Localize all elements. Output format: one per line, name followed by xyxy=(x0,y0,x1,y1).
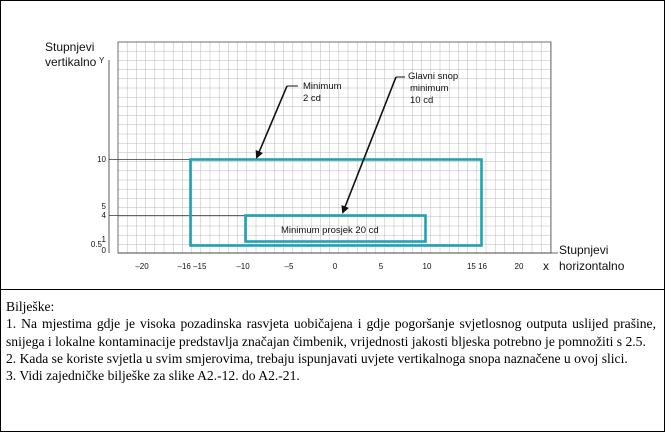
y-tick-label: 0.5 xyxy=(90,240,102,249)
grid xyxy=(109,42,558,253)
note-2: 2. Kada se koriste svjetla u svim smjerovima, trebaju ispunjavati uvjete vertikalnoga snopa naznačene u ovoj slici. xyxy=(6,350,628,366)
note-3: 3. Vidi zajedničke bilješke za slike A2.-12. do A2.-21. xyxy=(6,368,300,384)
x-axis-title-line2: horizontalno xyxy=(559,259,625,273)
x-tick-label: 0 xyxy=(332,262,338,271)
x-tick-label: –5 xyxy=(284,262,294,271)
y-axis-title-line2: vertikalno xyxy=(45,55,97,69)
notes-heading: Bilješke: xyxy=(6,299,55,314)
outer-box-arrow xyxy=(257,86,287,157)
main-beam-label-line2: minimum xyxy=(410,83,449,94)
y-tick-label: 10 xyxy=(97,155,106,164)
y-axis-letter: Y xyxy=(99,56,105,65)
outer-box-label-line1: Minimum xyxy=(303,81,342,92)
x-tick-label: –20 xyxy=(135,262,149,271)
y-axis-title-line1: Stupnjevi xyxy=(45,40,95,54)
outer-box-label-line2: 2 cd xyxy=(303,93,321,104)
y-tick-label: 4 xyxy=(101,211,106,220)
y-tick-label: 5 xyxy=(101,202,106,211)
notes xyxy=(6,298,656,384)
note-1: 1. Na mjestima gdje je visoka pozadinska rasvjeta uobičajena i gdje pogoršanje svjetlosnog outputa uslijed prašine, snijega i lokalne kontaminacije predstavlja značajan čimbenik, vrijednosti jakosti bljeska potrebno je pomnožiti s 2.5. xyxy=(6,316,656,349)
x-tick-label: –16 –15 xyxy=(177,262,207,271)
y-tick-label: 1 xyxy=(101,235,106,244)
main-beam-label-line3: 10 cd xyxy=(410,95,434,106)
x-tick-label: –10 xyxy=(236,262,250,271)
x-axis-title-line1: Stupnjevi xyxy=(559,243,609,257)
x-tick-label: 5 xyxy=(378,262,384,271)
main-beam-label-line1: Glavni snop xyxy=(408,71,459,82)
x-tick-label: 15 16 xyxy=(466,262,488,271)
x-tick-label: 20 xyxy=(514,262,524,271)
x-tick-label: 10 xyxy=(422,262,432,271)
y-tick-label: 0 xyxy=(101,246,106,255)
inner-box-label: Minimum prosjek 20 cd xyxy=(281,225,379,236)
x-axis-letter: x xyxy=(543,259,549,273)
